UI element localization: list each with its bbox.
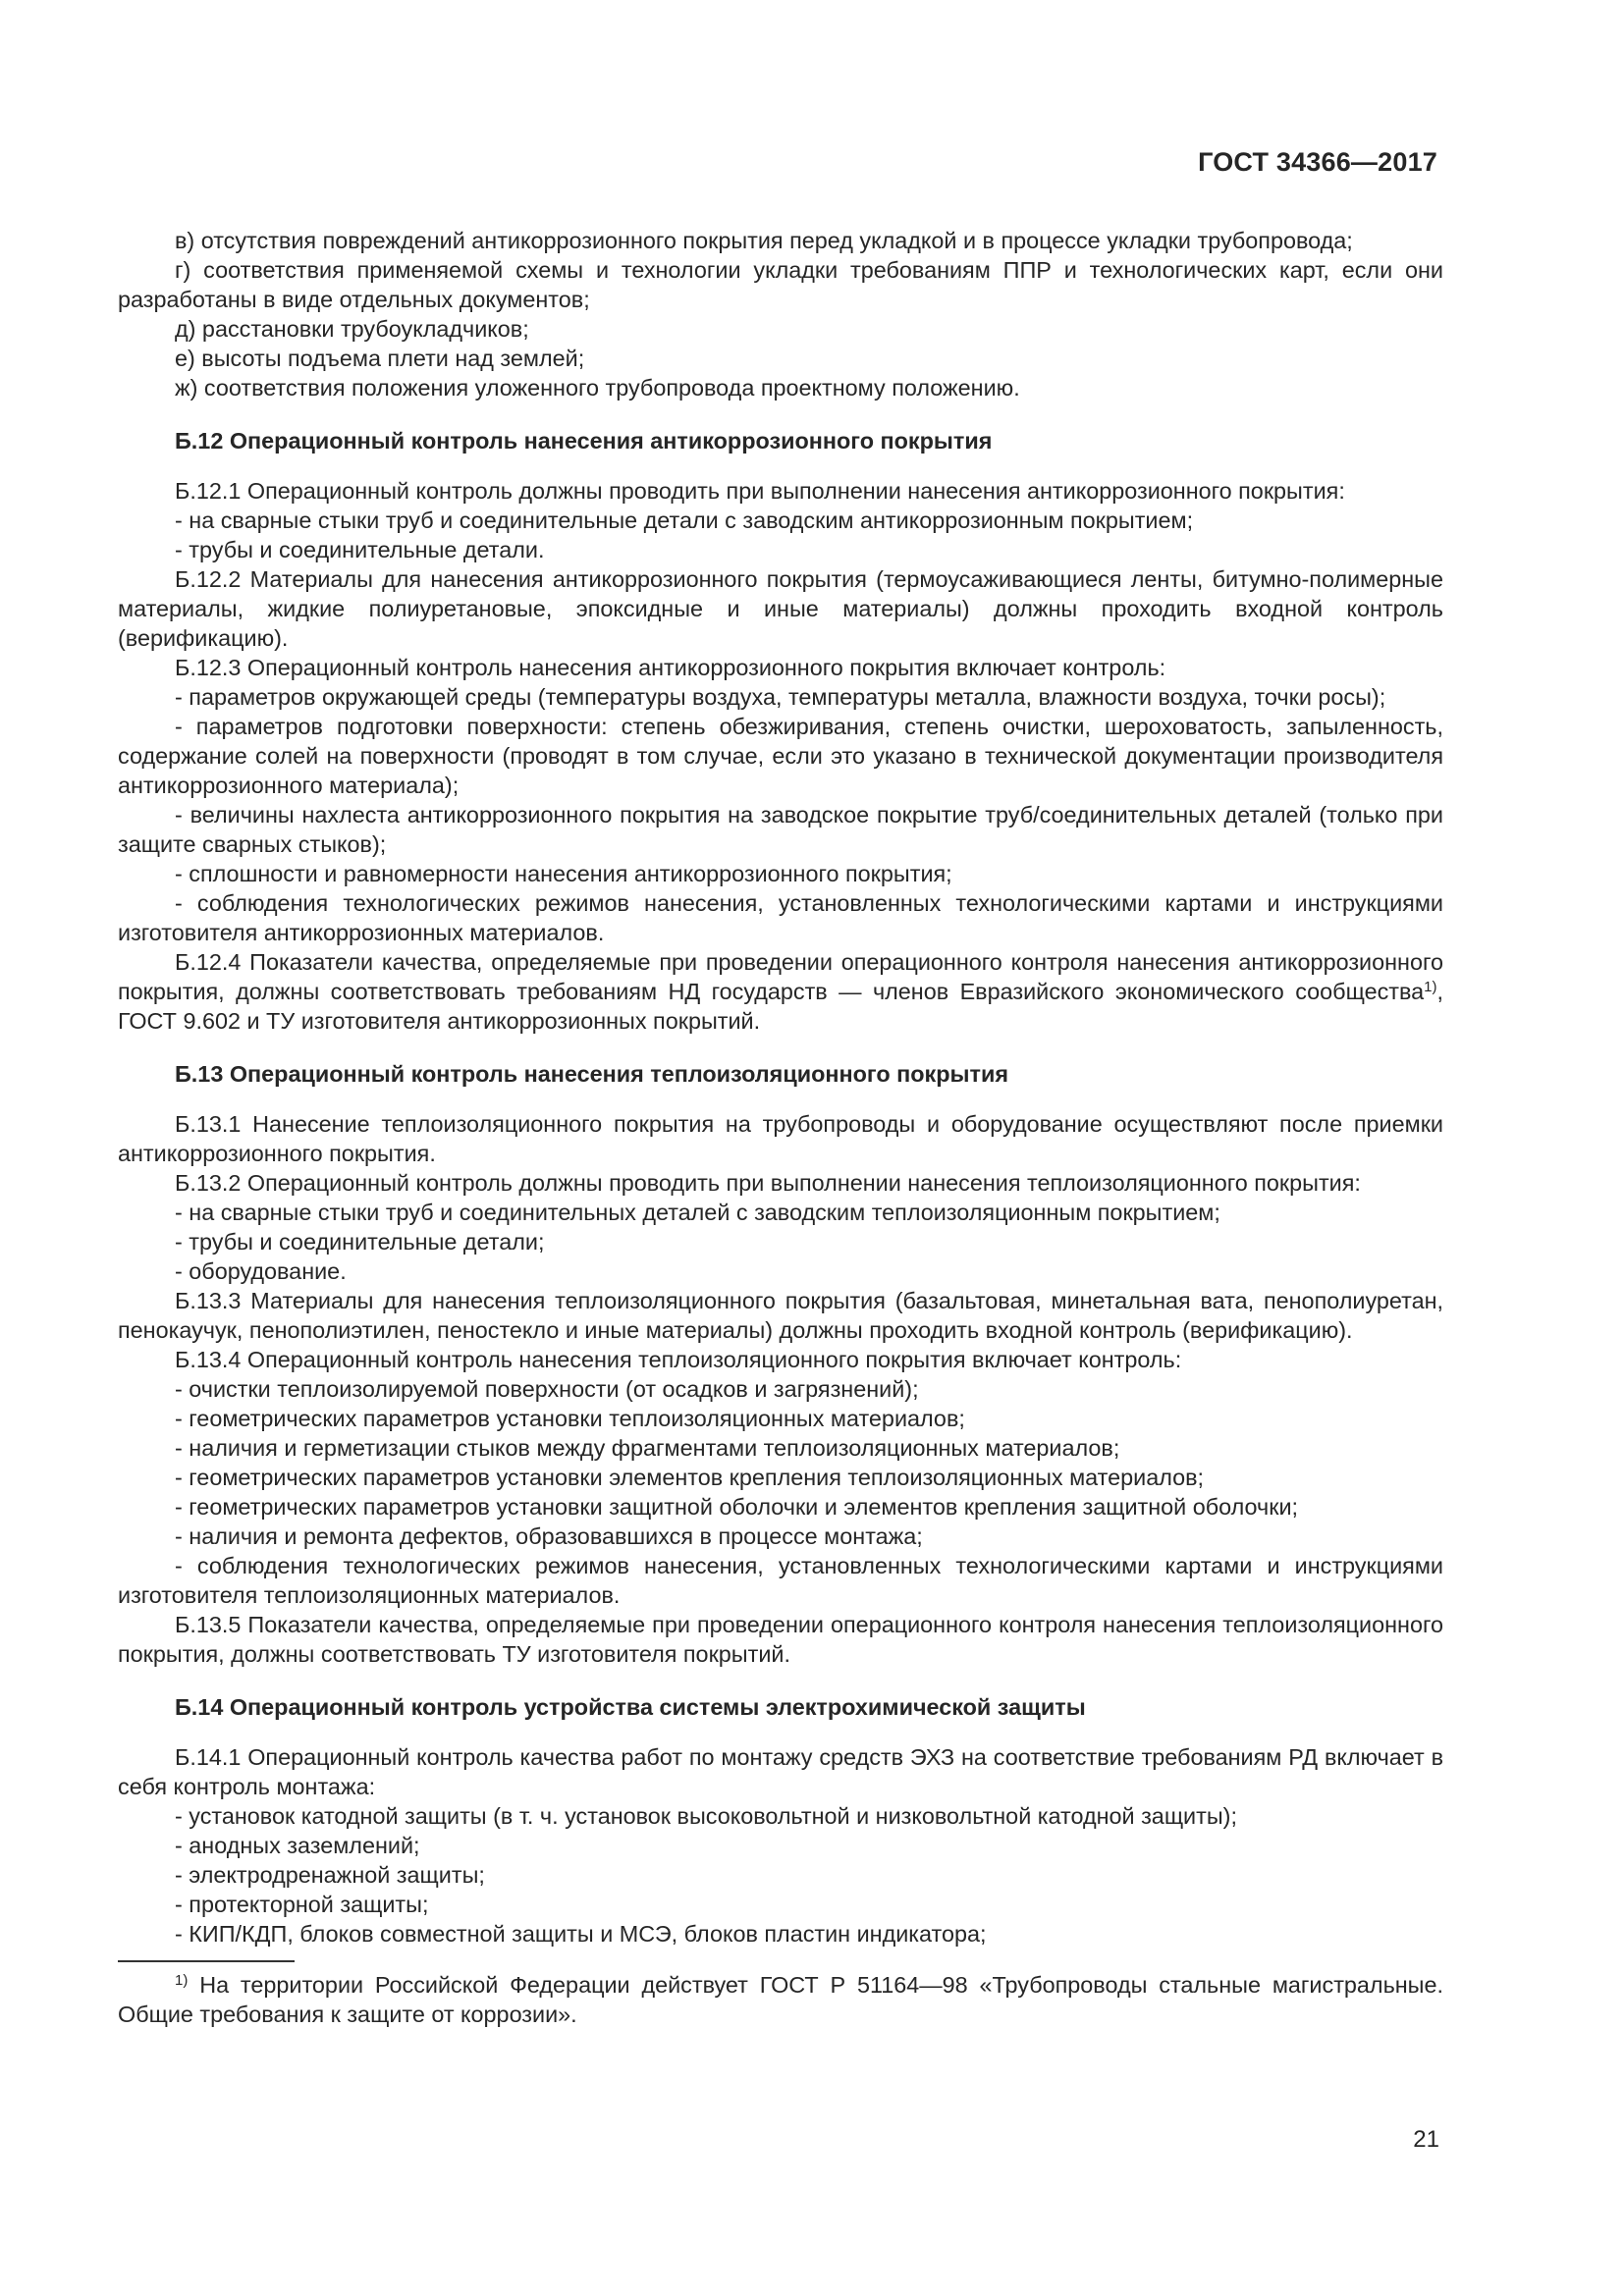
paragraph-text: , ГОСТ 9.602 и ТУ изготовителя антикоррозионных покрытий. [118,979,1443,1034]
section-heading-b13: Б.13 Операционный контроль нанесения теплоизоляционного покрытия [175,1061,1008,1087]
paragraph: - протекторной защиты; [175,1892,429,1917]
paragraph: Б.13.4 Операционный контроль нанесения теплоизоляционного покрытия включает контроль: [175,1347,1182,1372]
paragraph: - наличия и ремонта дефектов, образовавшихся в процессе монтажа; [175,1523,923,1549]
list-item: е) высоты подъема плети над землей; [175,346,585,371]
paragraph: - сплошности и равномерности нанесения антикоррозионного покрытия; [175,861,952,886]
paragraph: - параметров окружающей среды (температуры воздуха, температуры металла, влажности воздуха, точки росы); [175,684,1386,710]
footnote-reference: 1) [1424,979,1437,995]
page-number: 21 [1413,2126,1439,2153]
document-body [118,226,1443,2029]
paragraph-b12-4 [118,947,1443,1036]
paragraph: - соблюдения технологических режимов нанесения, установленных технологическими картами и инструкциями изготовителя теплоизоляционных материалов. [118,1553,1443,1608]
paragraph: - КИП/КДП, блоков совместной защиты и МСЭ, блоков пластин индикатора; [175,1921,987,1947]
footnote-text: На территории Российской Федерации действует ГОСТ Р 51164—98 «Трубопроводы стальные магистральные. Общие требования к защите от коррозии». [118,1972,1443,2027]
paragraph: Б.13.3 Материалы для нанесения теплоизоляционного покрытия (базальтовая, минетальная вата, пенополиуретан, пенокаучук, пенополиэтилен, пеностекло и иные материалы) должны проходить входной контроль (верификацию). [118,1288,1443,1343]
paragraph: - на сварные стыки труб и соединительных деталей с заводским теплоизоляционным покрытием; [175,1200,1220,1225]
paragraph: Б.12.1 Операционный контроль должны проводить при выполнении нанесения антикоррозионного покрытия: [175,478,1345,504]
paragraph: - трубы и соединительные детали; [175,1229,545,1255]
list-item: ж) соответствия положения уложенного трубопровода проектному положению. [175,375,1020,400]
paragraph: - электродренажной защиты; [175,1862,485,1888]
document-code-header: ГОСТ 34366—2017 [1198,147,1437,177]
paragraph: Б.13.1 Нанесение теплоизоляционного покрытия на трубопроводы и оборудование осуществляют после приемки антикоррозионного покрытия. [118,1111,1443,1166]
paragraph: - установок катодной защиты (в т. ч. установок высоковольтной и низковольтной катодной защиты); [175,1803,1237,1829]
paragraph: - геометрических параметров установки защитной оболочки и элементов крепления защитной оболочки; [175,1494,1299,1520]
section-heading-b14: Б.14 Операционный контроль устройства системы электрохимической защиты [175,1694,1086,1720]
paragraph: Б.13.5 Показатели качества, определяемые при проведении операционного контроля нанесения теплоизоляционного покрытия, должны соответствовать ТУ изготовителя покрытий. [118,1612,1443,1667]
paragraph: Б.12.2 Материалы для нанесения антикоррозионного покрытия (термоусаживающиеся ленты, битумно-полимерные материалы, жидкие полиуретановые, эпоксидные и иные материалы) должны проходить входной контроль (верификацию). [118,566,1443,651]
list-item: в) отсутствия повреждений антикоррозионного покрытия перед укладкой и в процессе укладки трубопровода; [175,228,1353,253]
paragraph: - наличия и герметизации стыков между фрагментами теплоизоляционных материалов; [175,1435,1120,1461]
list-item: д) расстановки трубоукладчиков; [175,316,529,342]
paragraph: - геометрических параметров установки теплоизоляционных материалов; [175,1406,965,1431]
paragraph: - соблюдения технологических режимов нанесения, установленных технологическими картами и инструкциями изготовителя антикоррозионных материалов. [118,890,1443,945]
paragraph: - параметров подготовки поверхности: степень обезжиривания, степень очистки, шероховатость, запыленность, содержание солей на поверхности (проводят в том случае, если это указано в технической документации производителя антикоррозионного материала); [118,714,1443,798]
paragraph: - трубы и соединительные детали. [175,537,545,562]
paragraph: Б.13.2 Операционный контроль должны проводить при выполнении нанесения теплоизоляционного покрытия: [175,1170,1361,1196]
paragraph: - геометрических параметров установки элементов крепления теплоизоляционных материалов; [175,1465,1205,1490]
paragraph: - на сварные стыки труб и соединительные детали с заводским антикоррозионным покрытием; [175,507,1194,533]
paragraph: - анодных заземлений; [175,1833,420,1858]
paragraph: Б.12.3 Операционный контроль нанесения антикоррозионного покрытия включает контроль: [175,655,1166,680]
footnote [118,1970,1443,2029]
paragraph-text: Б.12.4 Показатели качества, определяемые при проведении операционного контроля нанесения антикоррозионного покрытия, должны соответствовать требованиям НД государств — членов Евразийского экономического сообщества [118,949,1443,1004]
footnote-divider [118,1960,295,1962]
paragraph: - очистки теплоизолируемой поверхности (от осадков и загрязнений); [175,1376,919,1402]
paragraph: - оборудование. [175,1258,347,1284]
section-heading-b12: Б.12 Операционный контроль нанесения антикоррозионного покрытия [175,428,993,454]
footnote-marker: 1) [175,1972,189,1989]
paragraph: - величины нахлеста антикоррозионного покрытия на заводское покрытие труб/соединительных деталей (только при защите сварных стыков); [118,802,1443,857]
list-item: г) соответствия применяемой схемы и технологии укладки требованиям ППР и технологических карт, если они разработаны в виде отдельных документов; [118,257,1443,312]
paragraph: Б.14.1 Операционный контроль качества работ по монтажу средств ЭХЗ на соответствие требованиям РД включает в себя контроль монтажа: [118,1744,1443,1799]
